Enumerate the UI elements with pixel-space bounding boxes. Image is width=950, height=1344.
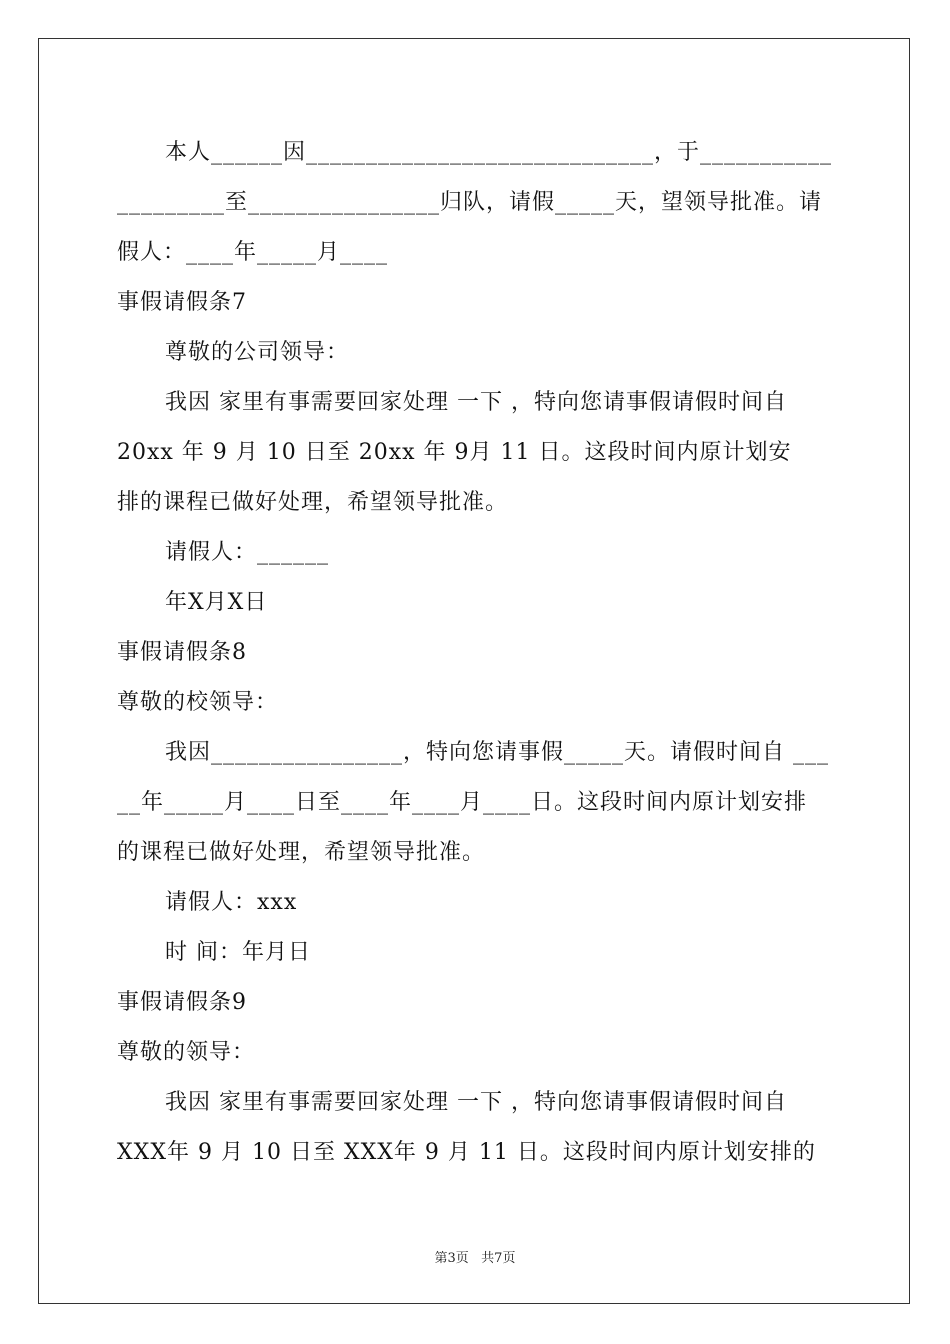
text-line: _________至________________归队，请假_____天，望领导批准。请: [117, 190, 823, 215]
signature-line: 请假人：xxx: [165, 890, 298, 915]
text-line: 我因________________，特向您请事假_____天。请假时间自 ___: [165, 740, 829, 765]
document-body: [117, 128, 837, 1178]
text-line: 的课程已做好处理，希望领导批准。: [117, 840, 486, 865]
date-line: 年X月X日: [165, 590, 268, 615]
text-line: 我因 家里有事需要回家处理 一下 ，特向您请事假请假时间自: [165, 1090, 787, 1115]
section-heading: 事假请假条8: [117, 640, 247, 665]
text-line: 假人：____年_____月____: [117, 240, 389, 265]
salutation: 尊敬的校领导：: [117, 690, 279, 715]
page-number-footer: 第3页 共7页: [434, 1251, 516, 1266]
text-line: 20xx 年 9 月 10 日至 20xx 年 9月 11 日。这段时间内原计划安: [117, 440, 792, 465]
salutation: 尊敬的领导：: [117, 1040, 256, 1065]
salutation: 尊敬的公司领导：: [165, 340, 350, 365]
text-line: 本人______因_____________________________，于___________: [165, 140, 833, 165]
text-line: XXX年 9 月 10 日至 XXX年 9 月 11 日。这段时间内原计划安排的: [117, 1140, 816, 1165]
text-line: __年_____月____日至____年____月____日。这段时间内原计划安排: [117, 790, 808, 815]
text-line: 排的课程已做好处理，希望领导批准。: [117, 490, 509, 515]
section-heading: 事假请假条9: [117, 990, 247, 1015]
date-line: 时 间：年月日: [165, 940, 311, 965]
text-line: 我因 家里有事需要回家处理 一下 ，特向您请事假请假时间自: [165, 390, 787, 415]
signature-line: 请假人：______: [165, 540, 330, 565]
section-heading: 事假请假条7: [117, 290, 247, 315]
